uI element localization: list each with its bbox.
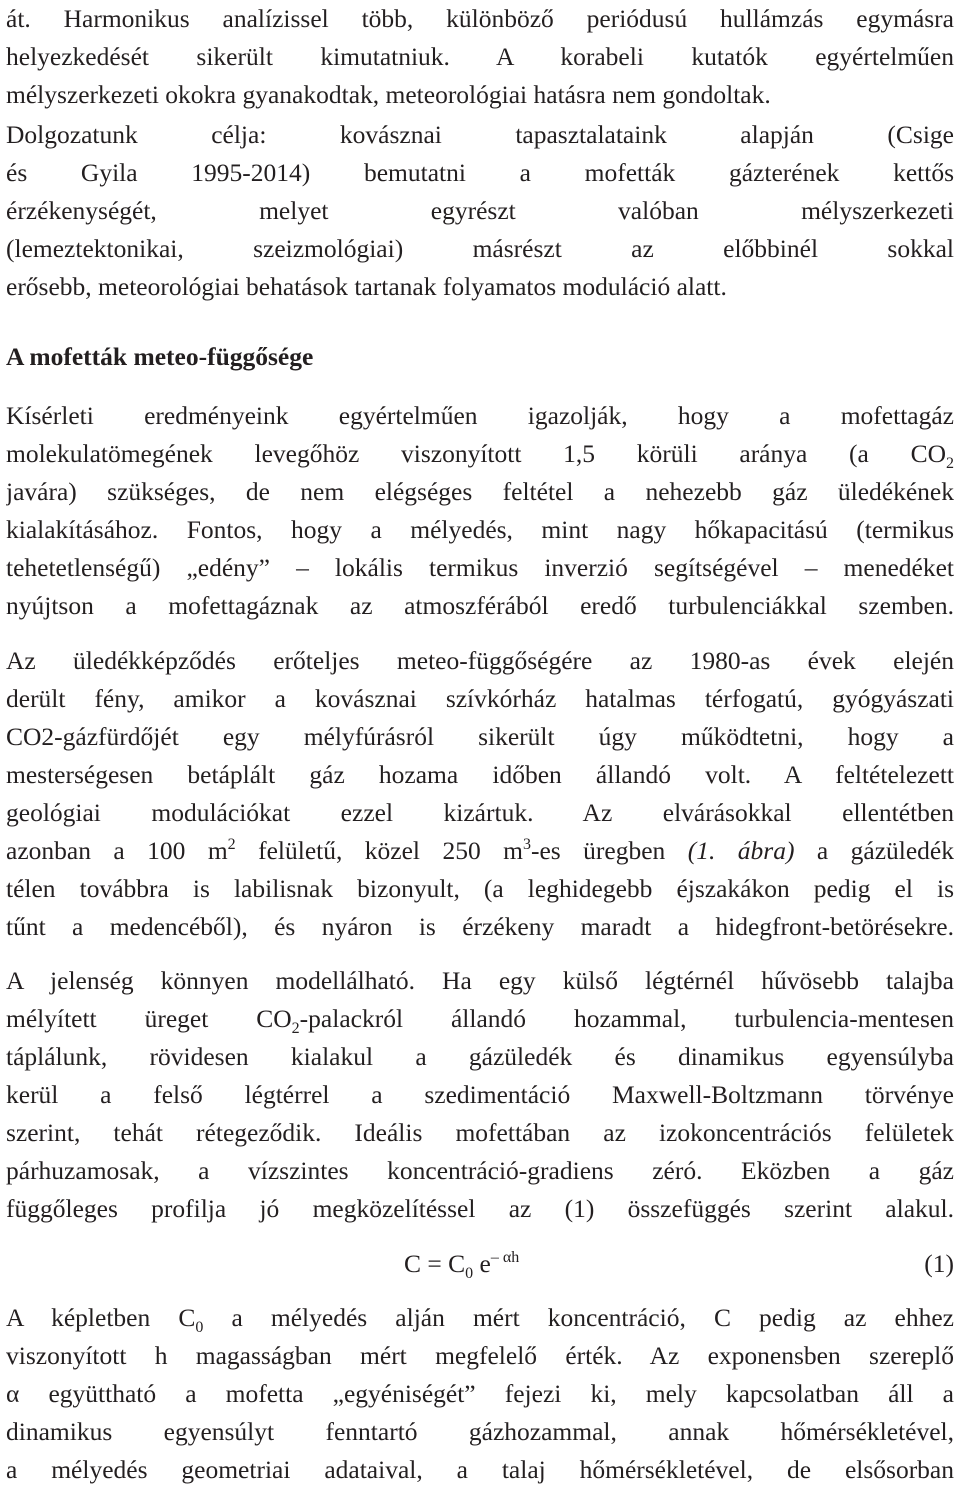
paragraph-3 [6,642,954,946]
text-line: kerül a felső légtérrel a szedimentáció Maxwell-Boltzmann törvénye [6,1080,954,1109]
text-line: függőleges profilja jó megközelítéssel az (1) összefüggés szerint alakul. [6,1194,954,1223]
paragraph-2 [6,397,954,625]
text-line: tehetetlenségű) „edény” – lokális termikus inverzió segítségével – menedéket [6,553,954,582]
subscript: 2 [291,1020,300,1037]
equation-1 [6,1245,954,1283]
text-span: a gázüledék [794,836,954,865]
subscript: 0 [195,1319,204,1336]
text-line: Dolgozatunk célja: kovásznai tapasztalataink alapján (Csige [6,120,954,149]
paragraph-4 [6,962,954,1228]
equation-exp-base: e [473,1249,491,1278]
text-line: viszonyított h magasságban mért megfelelő érték. Az exponensben szereplő [6,1341,954,1370]
text-line: CO2-gázfürdőjét egy mélyfúrásról sikerült úgy működtetni, hogy a [6,722,954,751]
text-line: derült fény, amikor a kovásznai szívkórház hatalmas térfogatú, gyógyászati [6,684,954,713]
text-span: felületű, közel 250 m [235,836,523,865]
equation-formula [404,1245,519,1283]
equation-lhs: C = C [404,1249,466,1278]
text-line: a mélyedés geometriai adataival, a talaj hőmérsékletével, de elsősorban [6,1455,954,1484]
section-heading-wrap [6,338,954,376]
figure-reference: (1. ábra) [687,836,795,865]
text-line: télen továbbra is labilisnak bizonyult, (a leghidegebb éjszakákon pedig el is [6,874,954,903]
intro-paragraphs [6,0,954,306]
text-span: mélyített üreget CO [6,1004,292,1033]
section-heading: A mofetták meteo-függősége [6,342,314,371]
text-line: érzékenységét, melyet egyrészt valóban mélyszerkezeti [6,196,954,225]
text-line: át. Harmonikus analízissel több, különböző periódusú hullámzás egymásra [6,4,954,33]
text-line [6,832,954,870]
text-line: párhuzamosak, a vízszintes koncentráció-gradiens zéró. Eközben a gáz [6,1156,954,1185]
text-line: dinamikus egyensúlyt fenntartó gázhozammal, annak hőmérsékletével, [6,1417,954,1446]
text-line [6,1000,954,1038]
superscript: 2 [227,836,236,853]
equation-number: (1) [924,1249,954,1278]
text-line: tűnt a medencéből), és nyáron is érzékeny maradt a hidegfront-betörésekre. [6,912,954,941]
text-line: helyezkedését sikerült kimutatniuk. A korabeli kutatók egyértelműen [6,42,954,71]
text-line: mesterségesen betáplált gáz hozama időben állandó volt. A feltételezett [6,760,954,789]
text-line: geológiai modulációkat ezzel kizártuk. Az elvárásokkal ellentétben [6,798,954,827]
paragraph-5 [6,1299,954,1489]
subscript: 2 [946,455,954,472]
text-line: erősebb, meteorológiai behatások tartanak folyamatos moduláció alatt. [6,272,727,301]
text-span: -es üregben [530,836,688,865]
text-line: Kísérleti eredményeink egyértelműen igazolják, hogy a mofettagáz [6,401,954,430]
text-line: és Gyila 1995-2014) bemutatni a mofetták gázterének kettős [6,158,954,187]
text-line: A jelenség könnyen modellálható. Ha egy külső légtérnél hűvösebb talajba [6,966,954,995]
text-line: kialakításához. Fontos, hogy a mélyedés, mint nagy hőkapacitású (termikus [6,515,954,544]
text-line: (lemeztektonikai, szeizmológiai) másrészt az előbbinél sokkal [6,234,954,263]
text-span: molekulatömegének levegőhöz viszonyított 1,5 körüli aránya (a CO [6,439,946,468]
text-span: A képletben C [6,1303,196,1332]
text-line [6,1299,954,1337]
text-line: α együttható a mofetta „egyéniségét” fejezi ki, mely kapcsolatban áll a [6,1379,954,1408]
text-span: azonban a 100 m [6,836,228,865]
text-line: szerint, tehát rétegeződik. Ideális mofettában az izokoncentrációs felületek [6,1118,954,1147]
subscript: 0 [465,1265,474,1282]
text-line: táplálunk, rövidesen kialakul a gázüledék és dinamikus egyensúlyba [6,1042,954,1071]
text-span: a mélyedés alján mért koncentráció, C pedig az ehhez [203,1303,954,1332]
superscript: 3 [522,836,531,853]
text-line: javára) szükséges, de nem elégséges feltétel a nehezebb gáz üledékének [6,477,954,506]
text-line: nyújtson a mofettagáznak az atmoszférából eredő turbulenciákkal szemben. [6,591,954,620]
text-line [6,435,954,473]
text-line: mélyszerkezeti okokra gyanakodtak, meteorológiai hatásra nem gondoltak. [6,80,771,109]
text-line: Az üledékképződés erőteljes meteo-függőségére az 1980-as évek elején [6,646,954,675]
text-span: -palackról állandó hozammal, turbulencia-mentesen [299,1004,954,1033]
superscript: – αh [490,1249,520,1266]
